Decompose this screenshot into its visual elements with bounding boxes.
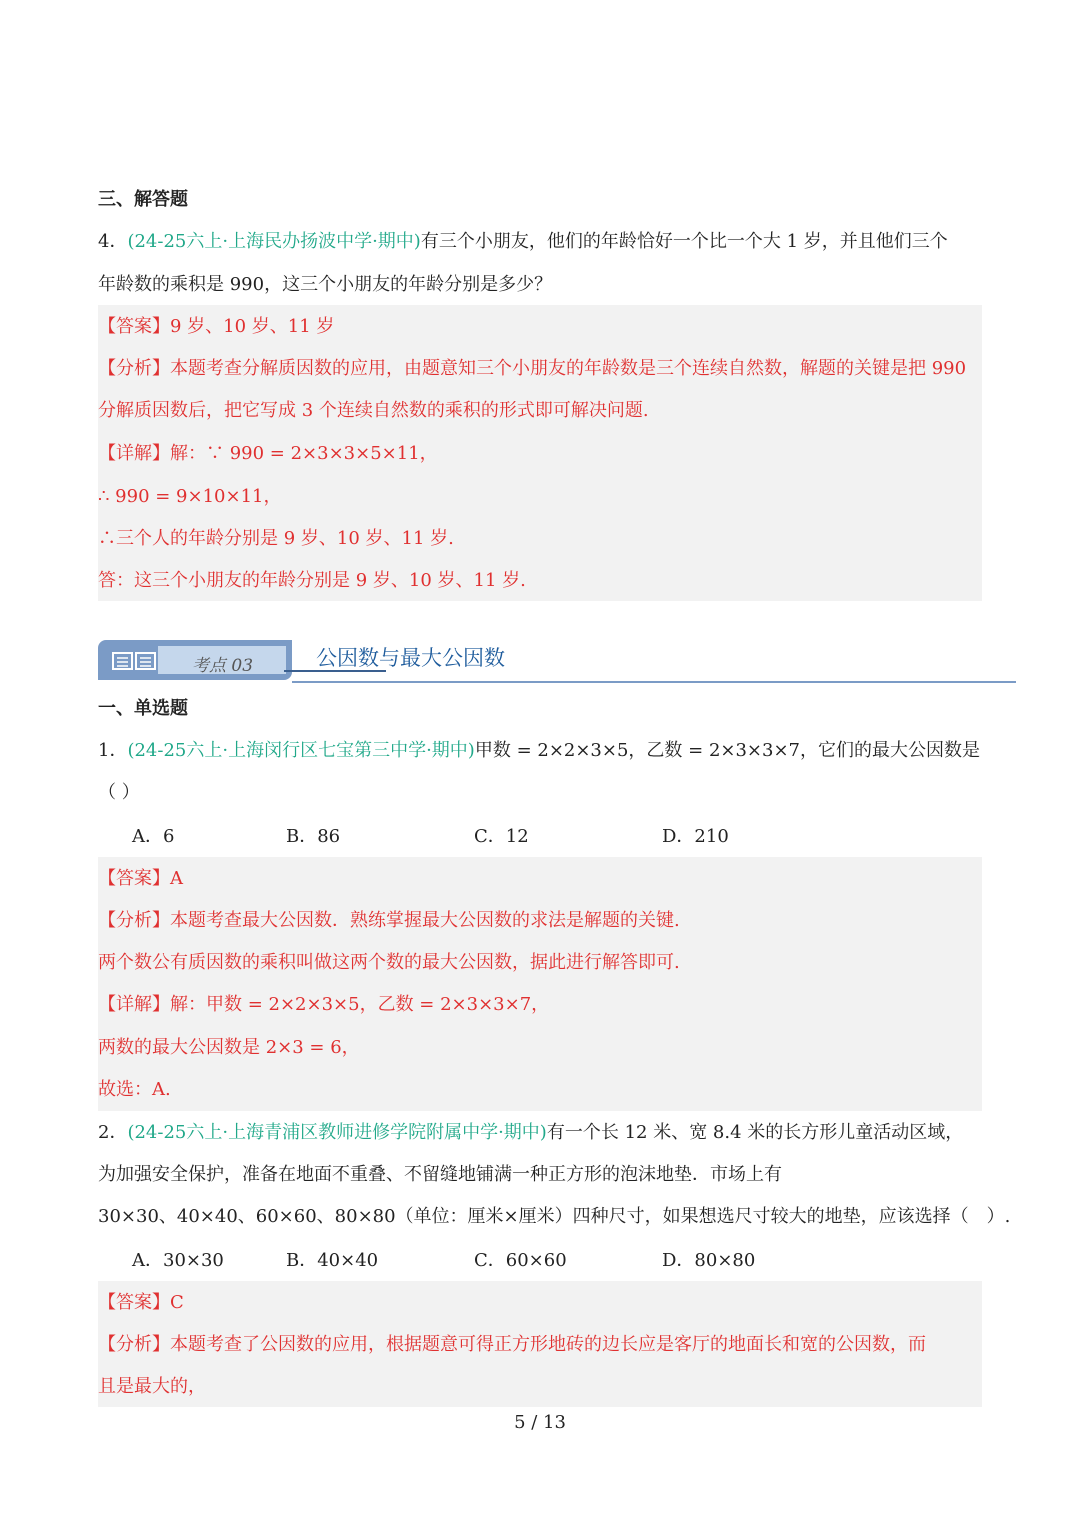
q4-source: (24-25六上·上海民办扬波中学·期中) [127, 231, 421, 252]
q2-answer-label: 【答案】 [98, 1292, 170, 1313]
q2-analysis-text1: 本题考查了公因数的应用，根据题意可得正方形地砖的边长应是客厅的地面长和宽的公因数，而 [170, 1334, 926, 1355]
q4-line1 [98, 230, 948, 254]
topic-banner [98, 640, 292, 680]
section-heading-single-choice: 一、单选题 [98, 698, 188, 719]
q2-line3: 30×30、40×40、60×60、80×80（单位：厘米×厘米）四种尺寸，如果想选尺寸较大的地垫，应该选择（ ）. [98, 1206, 1011, 1227]
q4-line2: 年龄数的乘积是 990，这三个小朋友的年龄分别是多少？ [98, 274, 553, 295]
q4-detail-line3: ∴三个人的年龄分别是 9 岁、10 岁、11 岁. [98, 528, 454, 549]
q1-detail-line3: 故选：A. [98, 1079, 171, 1100]
q1-answer-value: A [170, 868, 183, 889]
q1-solution-box [98, 857, 982, 1111]
q1-number: 1． [98, 740, 128, 761]
q1-line1 [98, 739, 980, 763]
q1-source: (24-25六上·上海闵行区七宝第三中学·期中) [127, 740, 475, 761]
q2-number: 2． [98, 1122, 128, 1143]
q4-detail-line2: ∴ 990 = 9×10×11， [98, 486, 282, 507]
q1-option-c: C．12 [474, 826, 529, 847]
q1-detail-text1: 解：甲数 = 2×2×3×5，乙数 = 2×3×3×7， [170, 994, 550, 1015]
q4-analysis-line2: 分解质因数后，把它写成 3 个连续自然数的乘积的形式即可解决问题. [98, 400, 649, 421]
q4-detail-label: 【详解】 [98, 443, 170, 464]
q1-option-a: A．6 [132, 826, 175, 847]
q1-detail-label: 【详解】 [98, 994, 170, 1015]
q2-option-a: A．30×30 [132, 1250, 224, 1271]
banner-label: 考点 03 [192, 656, 254, 676]
q2-option-d: D．80×80 [662, 1250, 756, 1271]
q1-detail-line2: 两数的最大公因数是 2×3 = 6， [98, 1037, 360, 1058]
q2-answer [98, 1291, 184, 1315]
q4-number: 4． [98, 231, 128, 252]
q1-detail-line1 [98, 993, 549, 1017]
q4-answer [98, 315, 334, 339]
q1-analysis-line1 [98, 909, 680, 933]
q1-answer [98, 867, 183, 891]
topic-rule [292, 681, 1016, 683]
q2-source: (24-25六上·上海青浦区教师进修学院附属中学·期中) [127, 1122, 547, 1143]
q1-text1: 甲数 = 2×2×3×5，乙数 = 2×3×3×7，它们的最大公因数是 [474, 740, 981, 761]
q4-text1: 有三个小朋友，他们的年龄恰好一个比一个大 1 岁，并且他们三个 [420, 231, 948, 252]
q1-analysis-text1: 本题考查最大公因数．熟练掌握最大公因数的求法是解题的关键. [170, 910, 680, 931]
q1-option-b: B．86 [286, 826, 341, 847]
book-icon [112, 652, 156, 670]
q2-answer-value: C [170, 1292, 184, 1313]
q4-analysis-label: 【分析】 [98, 358, 170, 379]
q4-analysis-line1 [98, 357, 966, 381]
q4-analysis-text1: 本题考查分解质因数的应用，由题意知三个小朋友的年龄数是三个连续自然数，解题的关键是把 990 [170, 358, 967, 379]
q1-analysis-line2: 两个数公有质因数的乘积叫做这两个数的最大公因数，据此进行解答即可. [98, 952, 680, 973]
q4-answer-value: 9 岁、10 岁、11 岁 [170, 316, 335, 337]
q4-detail-text1: 解：∵ 990 = 2×3×3×5×11， [170, 443, 438, 464]
q4-answer-label: 【答案】 [98, 316, 170, 337]
q4-detail-line4: 答：这三个小朋友的年龄分别是 9 岁、10 岁、11 岁. [98, 570, 526, 591]
page-number: 5 / 13 [514, 1412, 566, 1433]
q2-option-b: B．40×40 [286, 1250, 379, 1271]
q1-line2: （ ） [98, 782, 140, 803]
q2-option-c: C．60×60 [474, 1250, 567, 1271]
section-heading-solve: 三、解答题 [98, 189, 188, 210]
q1-option-d: D．210 [662, 826, 729, 847]
q1-answer-label: 【答案】 [98, 868, 170, 889]
q2-analysis-line2: 且是最大的， [98, 1376, 206, 1397]
q2-line2: 为加强安全保护，准备在地面不重叠、不留缝地铺满一种正方形的泡沫地垫．市场上有 [98, 1164, 782, 1185]
q2-text1: 有一个长 12 米、宽 8.4 米的长方形儿童活动区域， [546, 1122, 964, 1143]
q2-analysis-label: 【分析】 [98, 1334, 170, 1355]
q2-line1 [98, 1121, 963, 1145]
q2-analysis-line1 [98, 1333, 926, 1357]
topic-title: 公因数与最大公因数 [316, 646, 505, 670]
q4-detail-line1 [98, 442, 438, 466]
q1-analysis-label: 【分析】 [98, 910, 170, 931]
